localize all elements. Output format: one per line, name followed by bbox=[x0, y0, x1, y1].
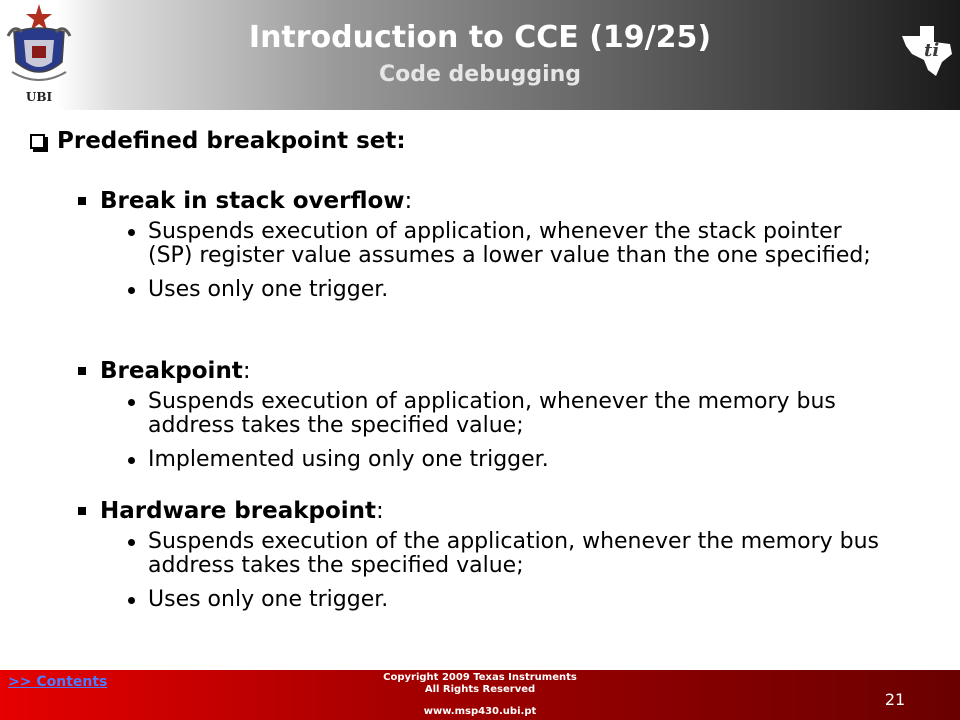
bullet-dot-icon bbox=[128, 229, 135, 236]
bullet-dot-icon bbox=[128, 539, 135, 546]
section-title: Breakpoint: bbox=[78, 358, 918, 384]
slide-footer bbox=[0, 670, 960, 720]
copyright-notice: Copyright 2009 Texas Instruments All Rights Reserved www.msp430.ubi.pt bbox=[300, 672, 660, 718]
section-stack-overflow bbox=[78, 188, 918, 312]
list-item: Uses only one trigger. bbox=[78, 588, 888, 612]
section-title-text: Break in stack overflow bbox=[100, 188, 405, 214]
contents-link[interactable]: >> Contents bbox=[8, 674, 108, 690]
bullet-dot-icon bbox=[128, 287, 135, 294]
section-title-text: Breakpoint bbox=[100, 358, 243, 384]
section-title: Break in stack overflow: bbox=[78, 188, 918, 214]
texas-instruments-logo bbox=[898, 22, 956, 80]
bullet-dot-icon bbox=[128, 597, 135, 604]
slide-title: Introduction to CCE (19/25) bbox=[248, 20, 712, 55]
section-title-text: Hardware breakpoint bbox=[100, 498, 377, 524]
square-bullet-icon bbox=[78, 197, 86, 205]
list-item: Uses only one trigger. bbox=[78, 278, 888, 302]
texas-instruments-icon bbox=[898, 22, 956, 80]
list-item: Suspends execution of application, whenever the stack pointer (SP) register value assumes a lower value than the one specified; bbox=[78, 220, 888, 268]
list-item: Suspends execution of the application, whenever the memory bus address takes the specified value; bbox=[78, 530, 888, 578]
slide-subtitle: Code debugging bbox=[378, 62, 582, 87]
section-title: Hardware breakpoint: bbox=[78, 498, 918, 524]
square-bullet-icon bbox=[78, 367, 86, 375]
slide-header bbox=[0, 0, 960, 110]
section-breakpoint bbox=[78, 358, 918, 482]
list-item: Suspends execution of application, whenever the memory bus address takes the specified value; bbox=[78, 390, 888, 438]
main-heading bbox=[30, 128, 406, 154]
ubi-crest-logo bbox=[4, 2, 74, 110]
ubi-logo-text: UBI bbox=[25, 90, 53, 104]
checkbox-bullet-icon bbox=[30, 134, 45, 149]
svg-text:ti: ti bbox=[924, 40, 940, 61]
bullet-dot-icon bbox=[128, 457, 135, 464]
slide-body bbox=[0, 110, 960, 670]
section-hardware-breakpoint bbox=[78, 498, 918, 622]
page-number: 21 bbox=[884, 690, 906, 709]
ubi-crest-icon bbox=[4, 2, 74, 92]
website-url: www.msp430.ubi.pt bbox=[423, 706, 537, 717]
list-item: Implemented using only one trigger. bbox=[78, 448, 888, 472]
square-bullet-icon bbox=[78, 507, 86, 515]
main-heading-text: Predefined breakpoint set: bbox=[57, 128, 406, 154]
bullet-dot-icon bbox=[128, 399, 135, 406]
